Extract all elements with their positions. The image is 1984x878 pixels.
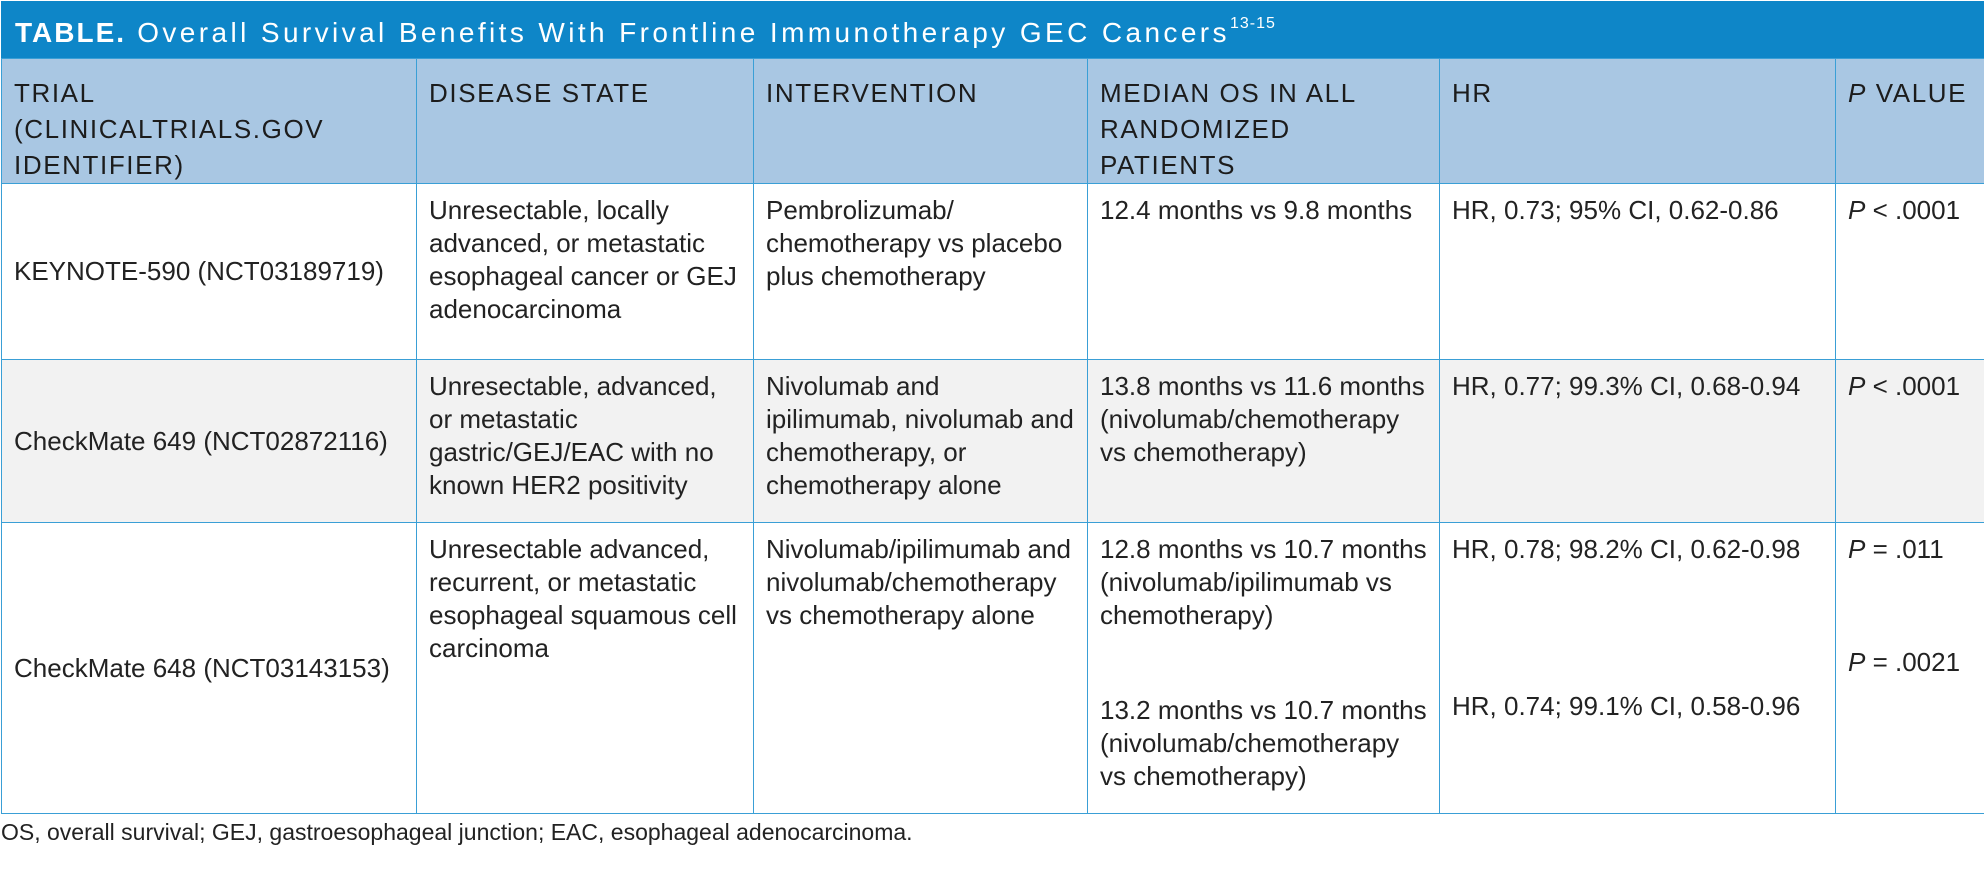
cell-spacer — [1848, 566, 1972, 646]
cell-intervention: Pembrolizumab/ chemotherapy vs placebo plus chemotherapy — [754, 184, 1088, 360]
table-row — [2, 523, 1984, 814]
p-value-text: < .0001 — [1865, 371, 1961, 401]
cell-p-value — [1836, 360, 1984, 523]
survival-table — [1, 58, 1984, 814]
p-value-text: = .011 — [1865, 534, 1944, 564]
header-p-symbol: P — [1848, 78, 1867, 108]
p-symbol: P — [1848, 647, 1866, 677]
p-symbol: P — [1848, 534, 1866, 564]
header-disease-state: DISEASE STATE — [417, 59, 754, 184]
header-median-os: MEDIAN OS IN ALL RANDOMIZED PATIENTS — [1088, 59, 1440, 184]
median-os-comparison-a: 12.8 months vs 10.7 months (nivolumab/ipilimumab vs chemotherapy) — [1100, 534, 1427, 630]
table-row — [2, 184, 1984, 360]
title-references: 13-15 — [1229, 14, 1276, 32]
cell-intervention: Nivolumab and ipilimumab, nivolumab and chemotherapy, or chemotherapy alone — [754, 360, 1088, 523]
table-row — [2, 360, 1984, 523]
cell-trial: KEYNOTE-590 (NCT03189719) — [2, 184, 417, 360]
hr-comparison-a: HR, 0.78; 98.2% CI, 0.62-0.98 — [1452, 534, 1801, 564]
p-symbol: P — [1848, 195, 1866, 225]
cell-median-os: 13.8 months vs 11.6 months (nivolumab/chemotherapy vs chemotherapy) — [1088, 360, 1440, 523]
header-hr: HR — [1440, 59, 1836, 184]
cell-trial: CheckMate 648 (NCT03143153) — [2, 523, 417, 814]
table-title: Overall Survival Benefits With Frontline Immunotherapy GEC Cancers — [137, 17, 1230, 48]
cell-spacer — [1452, 566, 1823, 690]
header-p-label: VALUE — [1866, 78, 1968, 108]
cell-median-os — [1088, 523, 1440, 814]
median-os-comparison-b: 13.2 months vs 10.7 months (nivolumab/chemotherapy vs chemotherapy) — [1100, 695, 1427, 791]
cell-trial: CheckMate 649 (NCT02872116) — [2, 360, 417, 523]
table-title-bar — [1, 1, 1984, 58]
cell-disease-state: Unresectable, locally advanced, or metastatic esophageal cancer or GEJ adenocarcinoma — [417, 184, 754, 360]
header-trial: TRIAL (CLINICALTRIALS.GOV IDENTIFIER) — [2, 59, 417, 184]
header-p-value — [1836, 59, 1984, 184]
cell-p-value — [1836, 523, 1984, 814]
header-row — [2, 59, 1984, 184]
hr-comparison-b: HR, 0.74; 99.1% CI, 0.58-0.96 — [1452, 691, 1801, 721]
p-value-comparison-b — [1848, 646, 1972, 679]
cell-disease-state: Unresectable, advanced, or metastatic gastric/GEJ/EAC with no known HER2 positivity — [417, 360, 754, 523]
cell-spacer — [1100, 632, 1427, 694]
cell-hr: HR, 0.77; 99.3% CI, 0.68-0.94 — [1440, 360, 1836, 523]
p-value-comparison-a — [1848, 533, 1972, 566]
cell-hr — [1440, 523, 1836, 814]
p-value-text: < .0001 — [1865, 195, 1961, 225]
table-label: TABLE. — [15, 17, 127, 48]
cell-disease-state: Unresectable advanced, recurrent, or metastatic esophageal squamous cell carcinoma — [417, 523, 754, 814]
cell-median-os: 12.4 months vs 9.8 months — [1088, 184, 1440, 360]
p-value-text: = .0021 — [1865, 647, 1961, 677]
cell-hr: HR, 0.73; 95% CI, 0.62-0.86 — [1440, 184, 1836, 360]
p-symbol: P — [1848, 371, 1866, 401]
cell-p-value — [1836, 184, 1984, 360]
header-intervention: INTERVENTION — [754, 59, 1088, 184]
cell-intervention: Nivolumab/ipilimumab and nivolumab/chemotherapy vs chemotherapy alone — [754, 523, 1088, 814]
table-footnote: OS, overall survival; GEJ, gastroesophageal junction; EAC, esophageal adenocarcinoma. — [1, 819, 913, 845]
